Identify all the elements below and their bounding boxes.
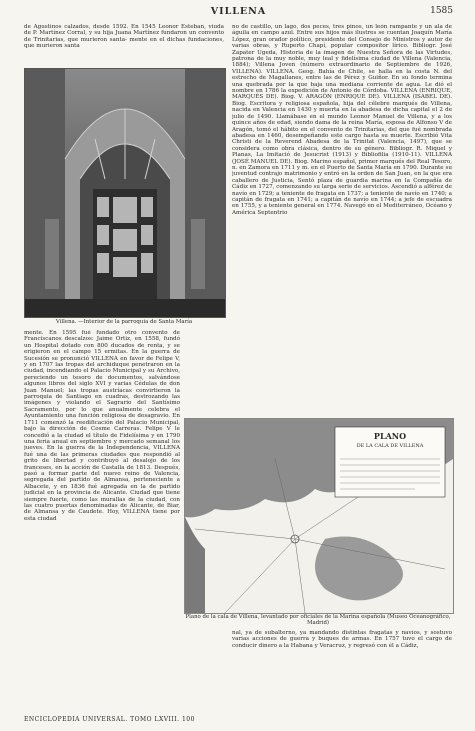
right-column-text: no de castillo, un lago, dos peces, tres pinos, un león rampante y un ala de águila en campo azul. Entre sus hijos más ilustres se cuentan Joaquín María López, gran orador político, presidente del Consejo de Ministros y autor de varias obras, y Ruperto Chapí, popular compositor lírico. Bibliogr. José Zapater Ugeda, Historia de la imagen de Nuestra Señora de las Virtudes, patrona de la muy noble, muy leal y fidelísima ciudad de Villena (Valencia, 1884); Villena Joven (número extraordinario de Septiembre de 1926, VILLENA). VILLENA. Geog. Bahía de Chile, se halla en la costa N. del estrecho de Magallanes, entre las de Pérez y Guiñor. En su fondo termina una quebrada por la que baja una mediana corriente de agua. Le dió el nombre en 1786 la expedición de Antonio de Córdoba. VILLENA (ENRIQUE, MARQUÉS DE). Biog. V. ARAGÓN (ENRIQUE DE). VILLENA (ISABEL DE). Biog. Escritora y religiosa española, hija del célebre marqués de Villena, nacida en Valencia en 1430 y muerta en la abadesa de dicha capital el 2 de julio de 1490. Llamábase en el mundo Leonor Manuel de Villena, y a los quince años de edad, siendo dama de la reina María, esposa de Alfonso V de Aragón, tomó el hábito en el convento de Trinitarias, del que fué nombrada abadesa en 1460, desempeñando este cargo hasta su muerte. Escribió Vita Christi de la Reverend Abadesa de la Trinitat (Valencia, 1497), que se considera como obra clásica, dentro de su género. Bibliogr. R. Miquel y Planas, La Imitació de Jesucrist (1913) y Bibliofilia (1910-11). VILLENA (JOSÉ MANUEL DE). Biog. Marino español, primer marqués del Real Tesoro, n. en Zamora en 1711 y m. en el Puerto de Santa María en 1790. Durante su juventud contrajo matrimonio y entró en la orden de San Juan, en la que era caballero de Justicia, Sentó plaza de guardia marina en la Compañía de Cádiz en 1727, comenzando su larga serie de servicios. Ascendió a alférez de navío en 1729; a teniente de fragata en 1737; a teniente de navío en 1740; a capitán de fragata en 1741; a capitán de navío en 1744; a jefe de escuadra en 1755, y a teniente general en 1774. Navegó en el Mediterráneo, Océano y América Septentrio [232,24,452,216]
map-caption: Plano de la cala de Villena, levantado por oficiales de la Marina española (Museo Oceanográfico, Madrid) [185,614,451,626]
left-column-bottom-text: mente. En 1595 fué fundado otro convento de Franciscanos descalzos: Jaime Ortiz, en 1558, fundó un Hospital dotado con 800 ducados de renta, y se erigieron en el campo 15 ermitas. En la guerra de Sucesión se pronunció VILLENA en favor de Felipe V, y en 1707 las tropas del archiduque penetraron en la ciudad, incendiando el Palacio Municipal y su Archivo, pereciendo un tesoro de documentos, salvándose algunos libros del siglo XVI y varias Cédulas de don Juan Manuel; las tropas austríacas convirtieron la parroquia de Santiago en cuadras, destrozando las imágenes y violando el Sagrario del Santísimo Sacramento, por lo que anualmente celebra el Ayuntamiento una función religiosa de desagravio. En 1711 comenzó la reedificación del Palacio Municipal, bajo la dirección de Cosme Carreras. Felipe V le concedió a la ciudad el título de Fidelísima y en 1790 una feria anual en septiembre y mercado semanal los jueves. En la guerra de la Independencia, VILLENA fué una de las primeras ciudades que respondió al grito de libertad y contribuyó al desalojo de los franceses, en la acción de Castalla de 1813. Después, pasó a formar parte del nuevo reino de Valencia, segregada del partido de Almansa, perteneciente a Albacete, y en 1836 fué agregada en la de partido judicial en la provincia de Alicante. Ciudad que tiene siempre fuerte, como las murallas de la ciudad, con las cuatro puertas denominadas de Alicante, de Biar, de Almansa y de Caudete. Hoy, VILLENA tiene por esta ciudad [24,330,180,522]
left-column-top-text: de Agustinos calzados, desde 1592. En 1545 Leonor Esteban, viuda de P. Martínez Corral, y su hija Juana Martínez fundaron un convento de Trinitarias, que murieron santa- mente en el dichas fundaciones, que murieron santa [24,24,224,50]
right-column-bottom-text: nal, ya de subalterno, ya mandando distintas fragatas y navíos, y sostuvo varias acciones de guerra y buques de armas. En 1757 tuvo el cargo de conducir dinero a la Habana y Veracruz, y regresó con él a Cádiz, [232,630,452,649]
map-title: PLANO [373,431,407,441]
page-footer: ENCICLOPEDIA UNIVERSAL. TOMO LXVIII. 100 [24,716,195,723]
church-interior-photo [24,68,226,318]
page-number: 1585 [430,6,453,16]
map-subtitle: DE LA CALA DE VILLENA [356,443,424,449]
church-photo-caption: Villena. —Interior de la parroquia de Santa María [55,319,193,325]
page-header [24,6,453,20]
running-title: VILLENA [210,6,267,17]
bay-map [184,418,454,614]
